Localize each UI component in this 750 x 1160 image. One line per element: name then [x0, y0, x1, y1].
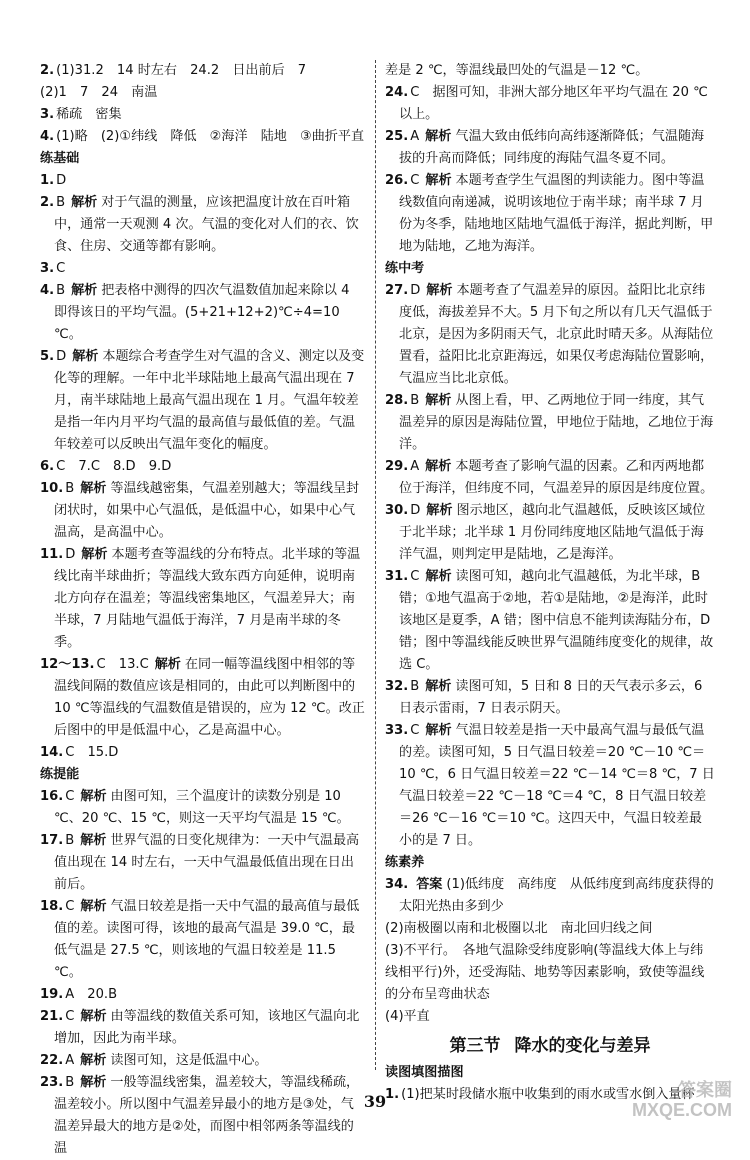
- section-heading: 读图填图描图: [385, 1065, 464, 1080]
- answer-text: (1)31.2 14 时左右 24.2 日出前后 7: [56, 63, 307, 78]
- chapter-number: 第三节: [449, 1036, 501, 1056]
- answer-item: [40, 654, 365, 742]
- explanation-text: 本题综合考查学生对气温的含义、测定以及变化等的理解。一年中北半球陆地上最高气温出现在 7 月，南半球陆地上最高气温出现在 1 月。气温年较差是指一年内月平均气温的最高值与最低值的差。气温年较差可以反映出气温年变化的幅度。: [54, 349, 365, 452]
- section-heading: 练基础: [40, 151, 80, 166]
- question-number: 14.: [40, 745, 64, 760]
- answer-item: [385, 280, 715, 390]
- answer-text: C 15.D: [65, 745, 119, 760]
- explanation-text: 把表格中测得的四次气温数值加起来除以 4 即得该日的平均气温。(5+21+12+2)℃÷4=10 ℃。: [54, 283, 350, 342]
- question-number: 34.: [385, 877, 409, 892]
- explanation-text: 等温线越密集，气温差别越大；等温线呈封闭状时，如果中心气温低，是低温中心，如果中心气温高，是高温中心。: [54, 481, 360, 540]
- answer-text: (4)平直: [385, 1009, 430, 1024]
- answer-text: C: [65, 899, 75, 914]
- question-number: 5.: [40, 349, 55, 364]
- explanation-text: 本题考查学生气温图的判读能力。图中等温线数值向南递减，说明该地位于南半球；南半球 7 月份为冬季，陆地地区陆地气温低于海洋，据此判断，甲地为陆地，乙地为海洋。: [399, 173, 714, 254]
- explanation-text: 本题考查了影响气温的因素。乙和丙两地都位于海洋，但纬度不同，气温差异的原因是纬度位置。: [399, 459, 714, 496]
- analysis-tag: 解析: [426, 503, 453, 518]
- answer-text: A: [410, 459, 420, 474]
- answer-text: B: [65, 1075, 75, 1090]
- answer-item: [40, 1072, 365, 1160]
- answer-text: (2)1 7 24 南温: [40, 85, 158, 100]
- analysis-tag: 解析: [80, 789, 107, 804]
- analysis-tag: 解析: [426, 283, 453, 298]
- answer-text: D: [410, 283, 421, 298]
- analysis-tag: 解析: [71, 283, 98, 298]
- answer-item: [40, 170, 365, 192]
- answer-item: [385, 500, 715, 566]
- analysis-tag: 解析: [80, 1009, 107, 1024]
- section-heading: 练提能: [40, 767, 80, 782]
- question-number: 4.: [40, 283, 55, 298]
- answer-item: [40, 192, 365, 258]
- answer-item: [385, 1006, 715, 1028]
- answer-item: [40, 786, 365, 830]
- analysis-tag: 解析: [425, 679, 452, 694]
- question-number: 30.: [385, 503, 409, 518]
- question-number: 26.: [385, 173, 409, 188]
- answer-item: [385, 940, 715, 1006]
- answer-text: (3)不平行。 各地气温除受纬度影响(等温线大体上与纬线相平行)外，还受海陆、地势等因素影响，致使等温线的分布呈弯曲状态: [385, 943, 705, 1002]
- question-number: 3.: [40, 261, 55, 276]
- answer-text: C: [65, 1009, 75, 1024]
- answer-text: B: [65, 481, 75, 496]
- chapter-title: [385, 1032, 715, 1060]
- question-number: 1.: [40, 173, 55, 188]
- answer-item: [40, 258, 365, 280]
- answer-item: [40, 82, 365, 104]
- answer-text: C 7.C 8.D 9.D: [56, 459, 172, 474]
- question-number: 2.: [40, 195, 55, 210]
- explanation-text: 世界气温的日变化规律为：一天中气温最高值出现在 14 时左右，一天中气温最低值出现在日出前后。: [54, 833, 360, 892]
- answer-text: (1)略 (2)①纬线 降低 ②海洋 陆地 ③曲折平直: [56, 129, 365, 144]
- right-column: [385, 60, 715, 1106]
- answer-item: [40, 456, 365, 478]
- question-number: 27.: [385, 283, 409, 298]
- explanation-text: (1)低纬度 高纬度 从低纬度到高纬度获得的太阳光热由多到少: [399, 877, 714, 914]
- question-number: 32.: [385, 679, 409, 694]
- answer-item: [385, 390, 715, 456]
- answer-item: [40, 280, 365, 346]
- answer-item: [40, 984, 365, 1006]
- question-number: 11.: [40, 547, 64, 562]
- question-number: 25.: [385, 129, 409, 144]
- answer-text: 稀疏 密集: [56, 107, 122, 122]
- answer-item: [385, 126, 715, 170]
- analysis-tag: 解析: [154, 657, 181, 672]
- answer-item: [40, 126, 365, 148]
- answer-item: [385, 918, 715, 940]
- analysis-tag: 解析: [425, 129, 452, 144]
- answer-text: D: [56, 349, 67, 364]
- answer-text: C: [65, 789, 75, 804]
- answer-item: [385, 676, 715, 720]
- answer-text: B: [56, 283, 66, 298]
- answer-text: C: [410, 569, 420, 584]
- answer-text: (1)把某时段储水瓶中收集到的雨水或雪水倒入量杯: [401, 1087, 695, 1102]
- answer-item: [385, 566, 715, 676]
- answer-item: [40, 1050, 365, 1072]
- question-number: 22.: [40, 1053, 64, 1068]
- explanation-text: 读图可知，越向北气温越低，为北半球，B 错；①地气温高于②地，若①是陆地，②是海洋，此时该地区是夏季，A 错；图中信息不能判读海陆分布，D 错；图中等温线能反映世界气温随纬度变化的规律，故选 C。: [399, 569, 714, 672]
- answer-item: [40, 1006, 365, 1050]
- question-number: 31.: [385, 569, 409, 584]
- question-number: 4.: [40, 129, 55, 144]
- section-heading: 练素养: [385, 855, 425, 870]
- explanation-text: 在同一幅等温线图中相邻的等温线间隔的数值应该是相同的，由此可以判断图中的 10 ℃等温线的气温数值是错误的，应为 12 ℃。改正后图中的甲是低温中心，乙是高温中心。: [54, 657, 365, 738]
- answer-item: [385, 60, 715, 82]
- answer-text: A 20.B: [65, 987, 118, 1002]
- answer-text: D: [56, 173, 67, 188]
- answer-item: [40, 544, 365, 654]
- answer-item: [385, 720, 715, 852]
- answer-text: C: [410, 723, 420, 738]
- analysis-tag: 解析: [425, 173, 452, 188]
- question-number: 6.: [40, 459, 55, 474]
- explanation-text: 对于气温的测量，应该把温度计放在百叶箱中，通常一天观测 4 次。气温的变化对人们的衣、饮食、住房、交通等都有影响。: [54, 195, 359, 254]
- answer-item: [40, 830, 365, 896]
- analysis-tag: 解析: [72, 349, 99, 364]
- left-column: [40, 60, 365, 1160]
- explanation-text: 从图上看，甲、乙两地位于同一纬度，其气温差异的原因是海陆位置，甲地位于陆地，乙地位于海洋。: [399, 393, 714, 452]
- analysis-tag: 解析: [71, 195, 98, 210]
- answer-item: [385, 82, 715, 126]
- answer-text: C: [56, 261, 66, 276]
- analysis-tag: 解析: [81, 547, 108, 562]
- answer-text: A: [410, 129, 420, 144]
- question-number: 28.: [385, 393, 409, 408]
- answer-item: [385, 170, 715, 258]
- answer-text: A: [65, 1053, 75, 1068]
- answer-text: 差是 2 ℃，等温线最凹处的气温是－12 ℃。: [385, 63, 649, 78]
- answer-text: B: [65, 833, 75, 848]
- analysis-tag: 答案: [416, 877, 443, 892]
- analysis-tag: 解析: [425, 569, 452, 584]
- analysis-tag: 解析: [425, 459, 452, 474]
- answer-item: [385, 874, 715, 918]
- analysis-tag: 解析: [80, 1075, 107, 1090]
- question-number: 12～13.: [40, 657, 95, 672]
- answer-text: D: [65, 547, 76, 562]
- answer-text: B: [410, 679, 420, 694]
- answer-item: [40, 60, 365, 82]
- explanation-text: 由图可知，三个温度计的读数分别是 10 ℃、20 ℃、15 ℃，则这一天平均气温是 15 ℃。: [54, 789, 350, 826]
- answer-text: D: [410, 503, 421, 518]
- explanation-text: 图示地区，越向北气温越低，反映该区域位于北半球；北半球 1 月份同纬度地区陆地气温低于海洋气温，则判定甲是陆地，乙是海洋。: [399, 503, 706, 562]
- question-number: 10.: [40, 481, 64, 496]
- question-number: 3.: [40, 107, 55, 122]
- answer-item: [40, 742, 365, 764]
- question-number: 29.: [385, 459, 409, 474]
- question-number: 1.: [385, 1087, 400, 1102]
- answer-text: (2)南极圈以南和北极圈以北 南北回归线之间: [385, 921, 653, 936]
- explanation-text: 气温日较差是指一天中最高气温与最低气温的差。读图可知，5 日气温日较差＝20 ℃－10 ℃＝10 ℃，6 日气温日较差＝22 ℃－14 ℃＝8 ℃，7 日气温日较差＝22 ℃－18 ℃＝4 ℃，8 日气温日较差＝26 ℃－16 ℃＝10 ℃。这四天中，气温日较差最小的是 7 日。: [399, 723, 715, 848]
- explanation-text: 据图可知，非洲大部分地区年平均气温在 20 ℃以上。: [399, 85, 708, 122]
- explanation-text: 由等温线的数值关系可知，该地区气温向北增加，因此为南半球。: [54, 1009, 360, 1046]
- question-number: 2.: [40, 63, 55, 78]
- explanation-text: 一般等温线密集，温差较大，等温线稀疏，温差较小。所以图中气温差异最小的地方是③处，气温差异最大的地方是②处，而图中相邻两条等温线的温: [54, 1075, 360, 1156]
- question-number: 17.: [40, 833, 64, 848]
- answer-text: B: [56, 195, 66, 210]
- page-number: 39: [363, 1092, 387, 1111]
- question-number: 18.: [40, 899, 64, 914]
- chapter-name: 降水的变化与差异: [514, 1036, 651, 1056]
- analysis-tag: 解析: [425, 723, 452, 738]
- question-number: 21.: [40, 1009, 64, 1024]
- analysis-tag: 解析: [425, 393, 452, 408]
- analysis-tag: 解析: [80, 899, 107, 914]
- answer-text: C 13.C: [96, 657, 149, 672]
- answer-text: C: [410, 85, 420, 100]
- question-number: 33.: [385, 723, 409, 738]
- explanation-text: 气温大致由低纬向高纬逐渐降低；气温随海拔的升高而降低；同纬度的海陆气温冬夏不同。: [399, 129, 705, 166]
- analysis-tag: 解析: [80, 833, 107, 848]
- explanation-text: 本题考查等温线的分布特点。北半球的等温线比南半球曲折；等温线大致东西方向延伸，说明南北方向存在温差；等温线密集地区，气温差异大；南半球，7 月陆地气温低于海洋，7 月是南半球的冬季。: [54, 547, 361, 650]
- answer-item: [40, 104, 365, 126]
- answer-item: [40, 896, 365, 984]
- analysis-tag: 解析: [80, 481, 107, 496]
- site-watermark: 答案圈 MXQE.COM: [631, 1080, 732, 1120]
- question-number: 16.: [40, 789, 64, 804]
- answer-item: [40, 478, 365, 544]
- question-number: 24.: [385, 85, 409, 100]
- analysis-tag: 解析: [80, 1053, 107, 1068]
- question-number: 19.: [40, 987, 64, 1002]
- explanation-text: 本题考查了气温差异的原因。益阳比北京纬度低，海拔差异不大。5 月下旬之所以有几天气温低于北京，是因为多阴雨天气，北京此时晴天多。从海陆位置看，益阳比北京距海远，如果仅考虑海陆位置影响，气温应当比北京低。: [399, 283, 714, 386]
- answer-item: [385, 456, 715, 500]
- column-divider: [375, 60, 376, 1070]
- answer-text: C: [410, 173, 420, 188]
- section-heading: 练中考: [385, 261, 425, 276]
- explanation-text: 气温日较差是指一天中气温的最高值与最低值的差。读图可得，该地的最高气温是 39.0 ℃，最低气温是 27.5 ℃，则该地的气温日较差是 11.5 ℃。: [54, 899, 360, 980]
- question-number: 23.: [40, 1075, 64, 1090]
- answer-item: [40, 346, 365, 456]
- explanation-text: 读图可知，5 日和 8 日的天气表示多云，6 日表示雷雨，7 日表示阴天。: [399, 679, 703, 716]
- explanation-text: 读图可知，这是低温中心。: [110, 1053, 268, 1068]
- answer-text: B: [410, 393, 420, 408]
